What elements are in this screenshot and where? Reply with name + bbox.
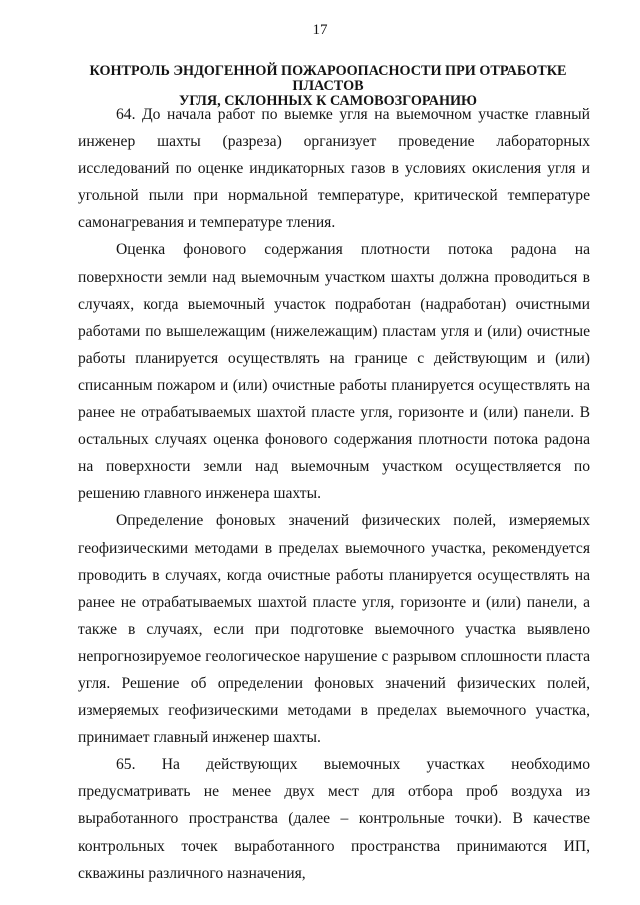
paragraph-64: 64. До начала работ по выемке угля на выемочном участке главный инженер шахты (разреза) организует проведение лабораторных исследований по оценке индикаторных газов в условиях окисления угля и угольной пыли при нормальной температуре, критической температуре самонагревания и температуре тления. [78, 106, 590, 232]
paragraph-geophysical-fields: Определение фоновых значений физических полей, измеряемых геофизическими методами в пределах выемочного участка, рекомендуется проводить в случаях, когда очистные работы планируется осуществлять на ранее не отрабатываемых шахтой пласте угля, горизонте и (или) панели, а также в случаях, если при подготовке выемочного участка выявлено непрогнозируемое геологическое нарушение с разрывом сплошности пласта угля. Решение об определении фоновых значений физических полей, измеряемых геофизическими методами в пределах выемочного участка, принимает главный инженер шахты. [78, 512, 590, 747]
page-number: 17 [312, 22, 328, 38]
document-body [78, 101, 590, 887]
section-heading-line-2: УГЛЯ, СКЛОННЫХ К САМОВОЗГОРАНИЮ [178, 93, 478, 109]
section-heading-line-1: КОНТРОЛЬ ЭНДОГЕННОЙ ПОЖАРООПАСНОСТИ ПРИ ОТРАБОТКЕ ПЛАСТОВ [89, 63, 567, 94]
paragraph-radon-assessment: Оценка фонового содержания плотности потока радона на поверхности земли над выемочным участком шахты должна проводиться в случаях, когда выемочный участок подработан (надработан) очистными работами по вышележащим (нижележащим) пластам угля и (или) очистные работы планируется осуществлять на границе с действующим и (или) списанным пожаром и (или) очистные работы планируется осуществлять на ранее не отрабатываемых шахтой пласте угля, горизонте и (или) панели. В остальных случаях оценка фонового содержания плотности потока радона на поверхности земли над выемочным участком осуществляется по решению главного инженера шахты. [78, 241, 590, 503]
paragraph-65: 65. На действующих выемочных участках необходимо предусматривать не менее двух мест для отбора проб воздуха из выработанного пространства (далее – контрольные точки). В качестве контрольных точек выработанного пространства принимаются ИП, скважины различного назначения, [78, 756, 590, 882]
